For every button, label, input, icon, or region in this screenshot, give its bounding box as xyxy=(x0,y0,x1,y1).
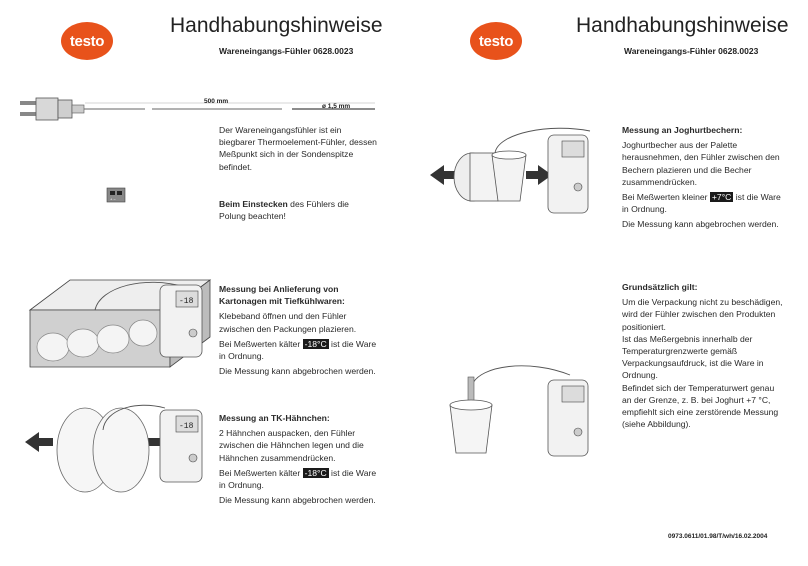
probe-diameter-label: ø 1,5 mm xyxy=(322,103,351,110)
page-subtitle: Wareneingangs-Fühler 0628.0023 xyxy=(219,46,354,56)
section-general xyxy=(622,281,784,430)
section-cartons-heading: Messung bei Anlieferung von Kartonagen mit Tiefkühlwaren: xyxy=(219,284,345,307)
section-yogurt-text: Joghurtbecher aus der Palette herausnehmen, den Fühler zwischen den Bechern plazieren und die Becher zusammendrücken. xyxy=(622,140,780,187)
section-chicken xyxy=(219,412,379,509)
value-post: ist die Ware in Ordnung. xyxy=(219,338,377,362)
section-chicken-value xyxy=(219,467,379,491)
section-yogurt-abort: Die Messung kann abgebrochen werden. xyxy=(622,219,779,230)
testo-logo: testo xyxy=(61,22,113,60)
value-highlight: -18°C xyxy=(304,338,327,349)
value-pre: Bei Meßwerten kälter xyxy=(219,467,303,478)
section-general-p3: Befindet sich der Temperaturwert genau an der Grenze, z. B. bei Joghurt +7 °C, empfiehlt sich eine zerstörende Messung (siehe Abbildung). xyxy=(622,382,779,430)
document-footer-code: 0973.0611/01.98/T/wh/16.02.2004 xyxy=(668,533,768,540)
section-yogurt xyxy=(622,124,782,234)
intro-text: Der Wareneingangsfühler ist ein biegbarer Thermoelement-Fühler, dessen Meßpunkt sich in der Sondenspitze befindet. xyxy=(219,125,377,172)
svg-text:+ −: + − xyxy=(110,196,116,202)
section-cartons-value xyxy=(219,338,379,362)
probe-length-label: 500 mm xyxy=(204,98,229,105)
thermometer-device-4 xyxy=(548,380,598,458)
thermometer-device-1 xyxy=(160,285,210,360)
polarity-text xyxy=(219,198,369,222)
page-title: Handhabungshinweise xyxy=(170,14,383,37)
value-pre: Bei Meßwerten kälter xyxy=(219,338,303,349)
thermometer-device-2 xyxy=(160,410,210,485)
value-highlight: -18°C xyxy=(304,467,327,478)
section-chicken-heading: Messung an TK-Hähnchen: xyxy=(219,413,330,423)
page-subtitle-right: Wareneingangs-Fühler 0628.0023 xyxy=(624,46,759,56)
polarity-bold: Beim Einstecken xyxy=(219,199,288,209)
section-general-p1: Um die Verpackung nicht zu beschädigen, wird der Fühler zwischen den Produkten positioniert. xyxy=(622,297,783,332)
connector-polarity-icon xyxy=(107,188,125,202)
svg-text:-18: -18 xyxy=(179,297,194,306)
section-cartons xyxy=(219,283,379,380)
section-chicken-text: 2 Hähnchen auspacken, den Fühler zwischen die Hähnchen legen und die Hähnchen zusammendrücken. xyxy=(219,428,364,463)
thermometer-device-3 xyxy=(548,135,598,215)
page-title-right: Handhabungshinweise xyxy=(576,14,789,37)
section-cartons-abort: Die Messung kann abgebrochen werden. xyxy=(219,366,376,377)
section-cartons-text: Klebeband öffnen und den Fühler zwischen den Packungen plazieren. xyxy=(219,311,357,334)
value-pre: Bei Meßwerten kleiner xyxy=(622,192,710,203)
value-post: ist die Ware in Ordnung. xyxy=(219,467,377,491)
section-chicken-abort: Die Messung kann abgebrochen werden. xyxy=(219,495,376,506)
section-general-p2: Ist das Meßergebnis innerhalb der Temperaturgrenzwerte gemäß Verpackungsaufdruck, ist die Ware in Ordnung. xyxy=(622,333,764,381)
section-general-heading: Grundsätzlich gilt: xyxy=(622,282,698,292)
polarity-rest: des Fühlers die Polung beachten! xyxy=(219,199,349,222)
section-yogurt-heading: Messung an Joghurtbechern: xyxy=(622,125,743,135)
testo-logo-right: testo xyxy=(470,22,522,60)
value-highlight: +7°C xyxy=(711,192,732,203)
value-post: ist die Ware in Ordnung. xyxy=(622,192,781,215)
svg-text:-18: -18 xyxy=(179,422,194,431)
section-yogurt-value xyxy=(622,191,782,215)
